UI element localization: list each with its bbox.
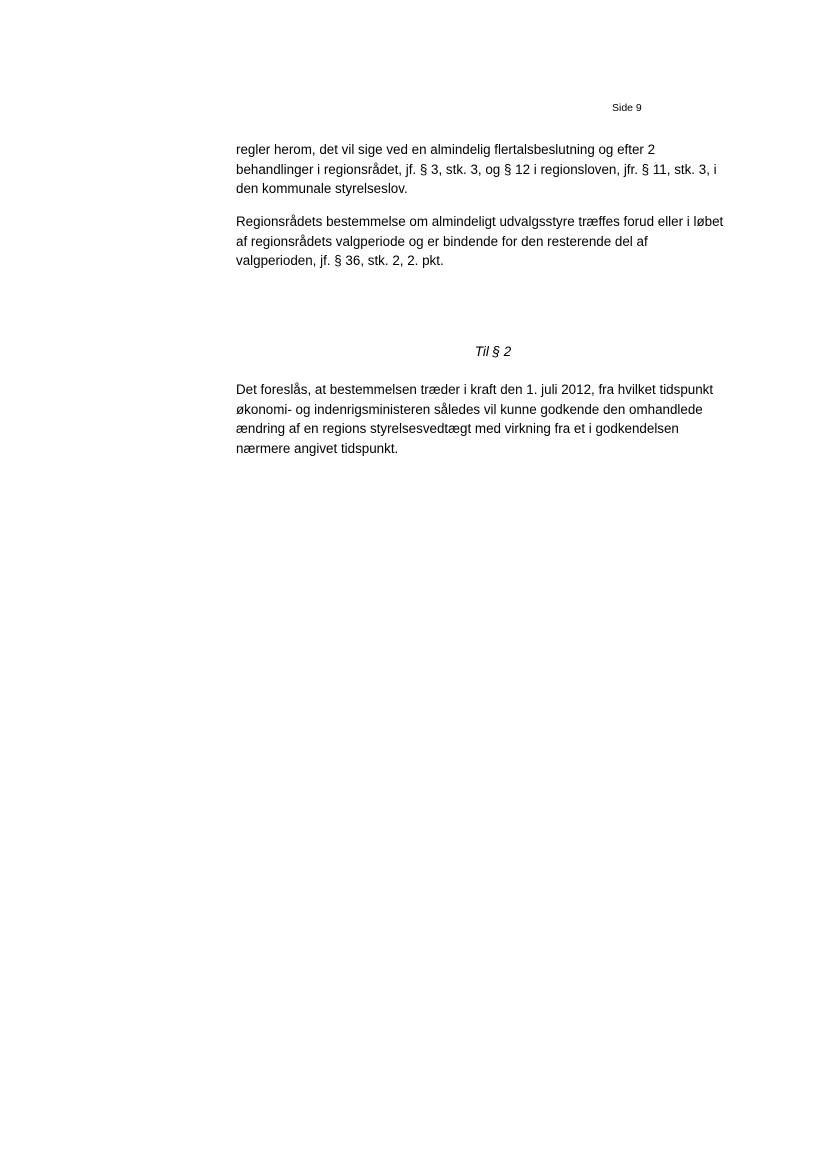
paragraph-line: Regionsrådets bestemmelse om almindeligt udvalgsstyre træffes forud eller i løbet (236, 214, 724, 229)
paragraph-line: behandlinger i regionsrådet, jf. § 3, stk. 3, og § 12 i regionsloven, jfr. § 11, stk. 3, i (236, 161, 717, 177)
paragraph-line: Det foreslås, at bestemmelsen træder i kraft den 1. juli 2012, fra hvilket tidspunkt (236, 382, 714, 397)
paragraph-line: valgperioden, jf. § 36, stk. 2, 2. pkt. (236, 253, 444, 268)
paragraph-line: nærmere angivet tidspunkt. (236, 440, 399, 456)
page-number: Side 9 (612, 102, 642, 114)
paragraph-section-2 (236, 380, 756, 458)
paragraph-line: regler herom, det vil sige ved en almindelig flertalsbeslutning og efter 2 (236, 142, 656, 157)
section-heading: Til § 2 (474, 344, 512, 359)
paragraph-continuation (236, 140, 756, 199)
paragraph-line: af regionsrådets valgperiode og er bindende for den resterende del af (236, 233, 648, 249)
paragraph-line: økonomi- og indenrigsministeren således vil kunne godkende den omhandlede (236, 401, 703, 417)
paragraph-regionsraad (236, 212, 756, 271)
paragraph-line: den kommunale styrelseslov. (236, 181, 408, 196)
paragraph-line: ændring af en regions styrelsesvedtægt med virkning fra et i godkendelsen (236, 421, 679, 436)
